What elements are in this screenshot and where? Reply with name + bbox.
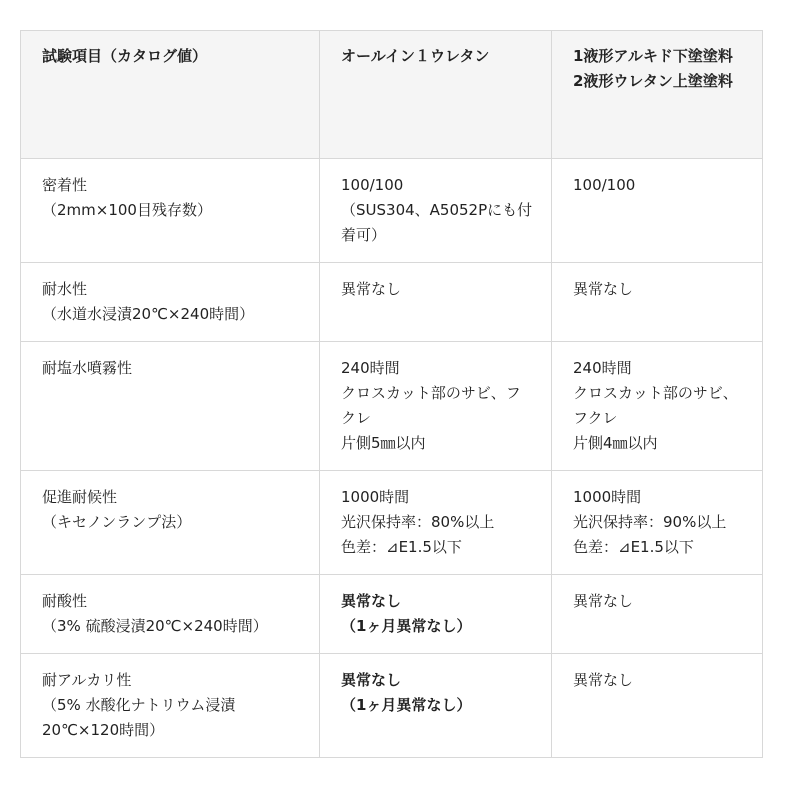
cell-allin-result: [320, 159, 552, 263]
test-item-condition: （5% 水酸化ナトリウム浸漬20℃×120時間）: [42, 696, 236, 739]
result-text: 240時間: [341, 359, 400, 377]
test-item-condition: （水道水浸漬20℃×240時間）: [42, 305, 255, 323]
cell-allin-result: [320, 342, 552, 471]
result-text: 240時間: [573, 359, 632, 377]
cell-test-item: [21, 159, 320, 263]
result-text: 異常なし: [573, 671, 634, 689]
result-text: クロスカット部のサビ、フクレ: [573, 384, 738, 427]
result-text-emphasis: 異常なし: [341, 592, 402, 610]
result-text: 100/100: [341, 176, 404, 194]
header-test-item-label: 試験項目（カタログ値）: [42, 47, 208, 65]
table-row: [21, 263, 763, 342]
result-text: 1000時間: [341, 488, 410, 506]
result-text: 異常なし: [573, 280, 634, 298]
cell-alkyd-result: [552, 263, 763, 342]
table-header: [21, 31, 763, 159]
cell-test-item: [21, 654, 320, 758]
cell-allin-result: [320, 471, 552, 575]
comparison-table: [20, 30, 763, 758]
test-item-name: 耐水性: [42, 280, 88, 298]
test-item-name: 耐酸性: [42, 592, 88, 610]
cell-allin-result: [320, 575, 552, 654]
result-text: クロスカット部のサビ、フクレ: [341, 384, 521, 427]
result-text: （SUS304、A5052Pにも付着可）: [341, 201, 533, 244]
result-text: 片側4㎜以内: [573, 434, 658, 452]
result-text: 片側5㎜以内: [341, 434, 426, 452]
cell-test-item: [21, 263, 320, 342]
test-item-name: 密着性: [42, 176, 88, 194]
header-alkyd-primer-label: 1液形アルキド下塗塗料: [573, 47, 733, 65]
table-body: [21, 159, 763, 758]
test-item-condition: （3% 硫酸浸漬20℃×240時間）: [42, 617, 268, 635]
result-text: 異常なし: [341, 280, 402, 298]
result-text: 異常なし: [573, 592, 634, 610]
result-text: 光沢保持率：90%以上: [573, 513, 727, 531]
test-item-name: 耐アルカリ性: [42, 671, 132, 689]
table-row: [21, 342, 763, 471]
result-text-emphasis: （1ヶ月異常なし）: [341, 617, 472, 635]
header-allin-urethane-label: オールイン１ウレタン: [341, 47, 490, 65]
header-test-item: [21, 31, 320, 159]
header-alkyd-urethane: [552, 31, 763, 159]
table-row: [21, 575, 763, 654]
result-text: 1000時間: [573, 488, 642, 506]
cell-alkyd-result: [552, 575, 763, 654]
test-item-name: 耐塩水噴霧性: [42, 359, 133, 377]
cell-alkyd-result: [552, 471, 763, 575]
table-row: [21, 159, 763, 263]
cell-alkyd-result: [552, 159, 763, 263]
cell-test-item: [21, 342, 320, 471]
result-text-emphasis: （1ヶ月異常なし）: [341, 696, 472, 714]
test-item-condition: （2mm×100目残存数）: [42, 201, 212, 219]
test-item-condition: （キセノンランプ法）: [42, 513, 192, 531]
cell-alkyd-result: [552, 654, 763, 758]
header-row: [21, 31, 763, 159]
result-text: 100/100: [573, 176, 636, 194]
header-urethane-topcoat-label: 2液形ウレタン上塗塗料: [573, 72, 733, 90]
cell-test-item: [21, 575, 320, 654]
table-row: [21, 471, 763, 575]
header-allin-urethane: [320, 31, 552, 159]
result-text: 色差：⊿E1.5以下: [573, 538, 694, 556]
result-text: 色差：⊿E1.5以下: [341, 538, 462, 556]
cell-test-item: [21, 471, 320, 575]
cell-allin-result: [320, 654, 552, 758]
cell-alkyd-result: [552, 342, 763, 471]
cell-allin-result: [320, 263, 552, 342]
table-row: [21, 654, 763, 758]
result-text: 光沢保持率：80%以上: [341, 513, 495, 531]
result-text-emphasis: 異常なし: [341, 671, 402, 689]
test-item-name: 促進耐候性: [42, 488, 118, 506]
